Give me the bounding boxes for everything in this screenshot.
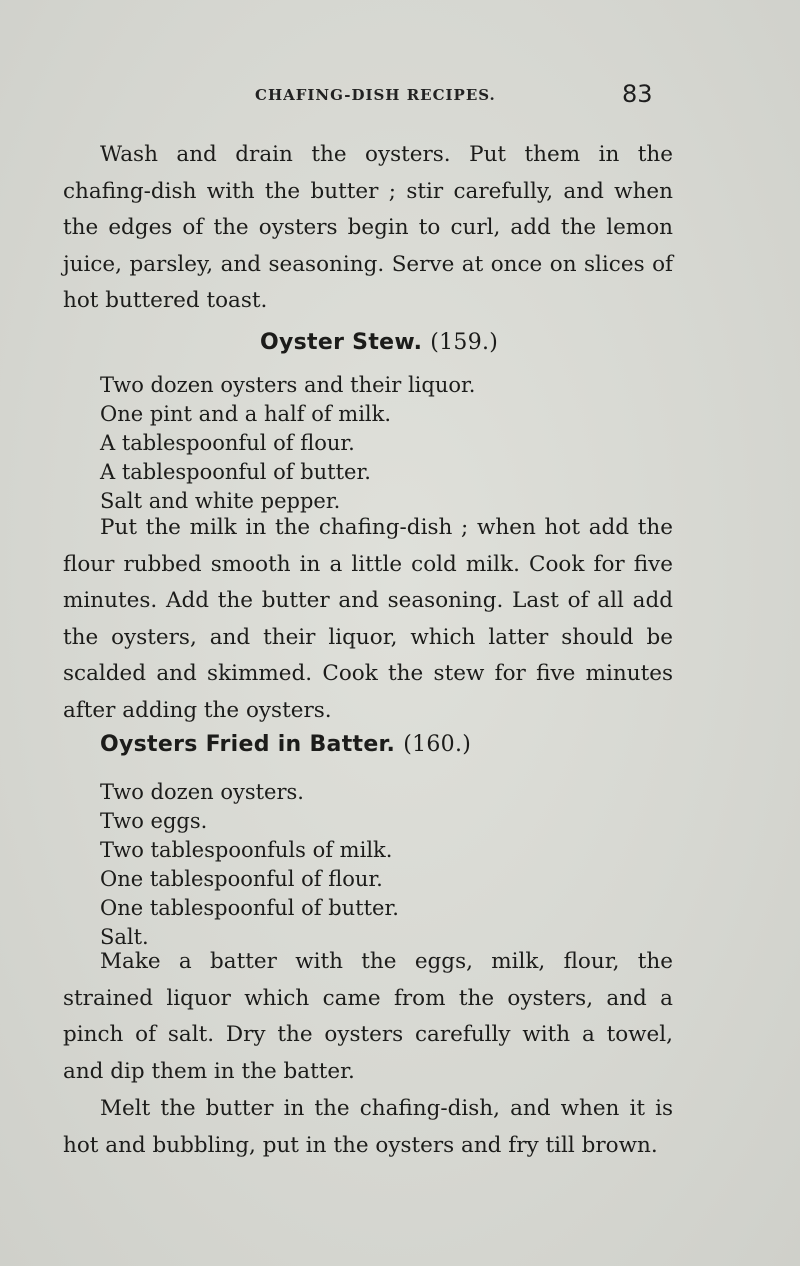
recipe-directions: Make a batter with the eggs, milk, flour, the strained liquor which came from the oysters, and a pinch of salt. Dry the oysters carefully with a towel, and dip them in the batter. [63, 949, 673, 1084]
ingredient-item: Two eggs. [100, 809, 208, 833]
ingredient-item: A tablespoonful of butter. [100, 460, 371, 484]
ingredient-item: One tablespoonful of flour. [100, 867, 383, 891]
ingredient-list-oysters-fried [100, 778, 399, 952]
ingredient-item: One pint and a half of milk. [100, 402, 392, 426]
recipe-number: (160.) [403, 732, 472, 757]
ingredient-item: Two dozen oysters. [100, 780, 304, 804]
recipe-heading-oyster-stew [260, 330, 498, 355]
recipe-title: Oysters Fried in Batter. [100, 732, 396, 757]
ingredient-item: Salt. [100, 925, 149, 949]
ingredient-list-oyster-stew [100, 371, 475, 516]
ingredient-item: A tablespoonful of flour. [100, 431, 355, 455]
ingredient-item: Two tablespoonfuls of milk. [100, 838, 393, 862]
recipe-heading-oysters-fried [100, 732, 471, 757]
recipe-title: Oyster Stew. [260, 330, 423, 355]
recipe-directions: Melt the butter in the chafing-dish, and when it is hot and bubbling, put in the oysters and fry till brown. [63, 1096, 673, 1158]
ingredient-item: Salt and white pepper. [100, 489, 341, 513]
recipe-number: (159.) [430, 330, 499, 355]
ingredient-item: Two dozen oysters and their liquor. [100, 373, 476, 397]
intro-paragraph: Wash and drain the oysters. Put them in the chafing-dish with the butter ; stir carefully, and when the edges of the oysters begin to curl, add the lemon juice, parsley, and seasoning. Serve at once on slices of hot buttered toast. [63, 142, 673, 313]
ingredient-item: One tablespoonful of butter. [100, 896, 399, 920]
recipe-directions: Put the milk in the chafing-dish ; when hot add the flour rubbed smooth in a little cold milk. Cook for five minutes. Add the butter and seasoning. Last of all add the oysters, and their liquor, which latter should be scalded and skimmed. Cook the stew for five minutes after adding the oysters. [63, 515, 673, 723]
page-number: 83 [622, 80, 653, 108]
running-title: CHAFING-DISH RECIPES. [255, 86, 496, 104]
